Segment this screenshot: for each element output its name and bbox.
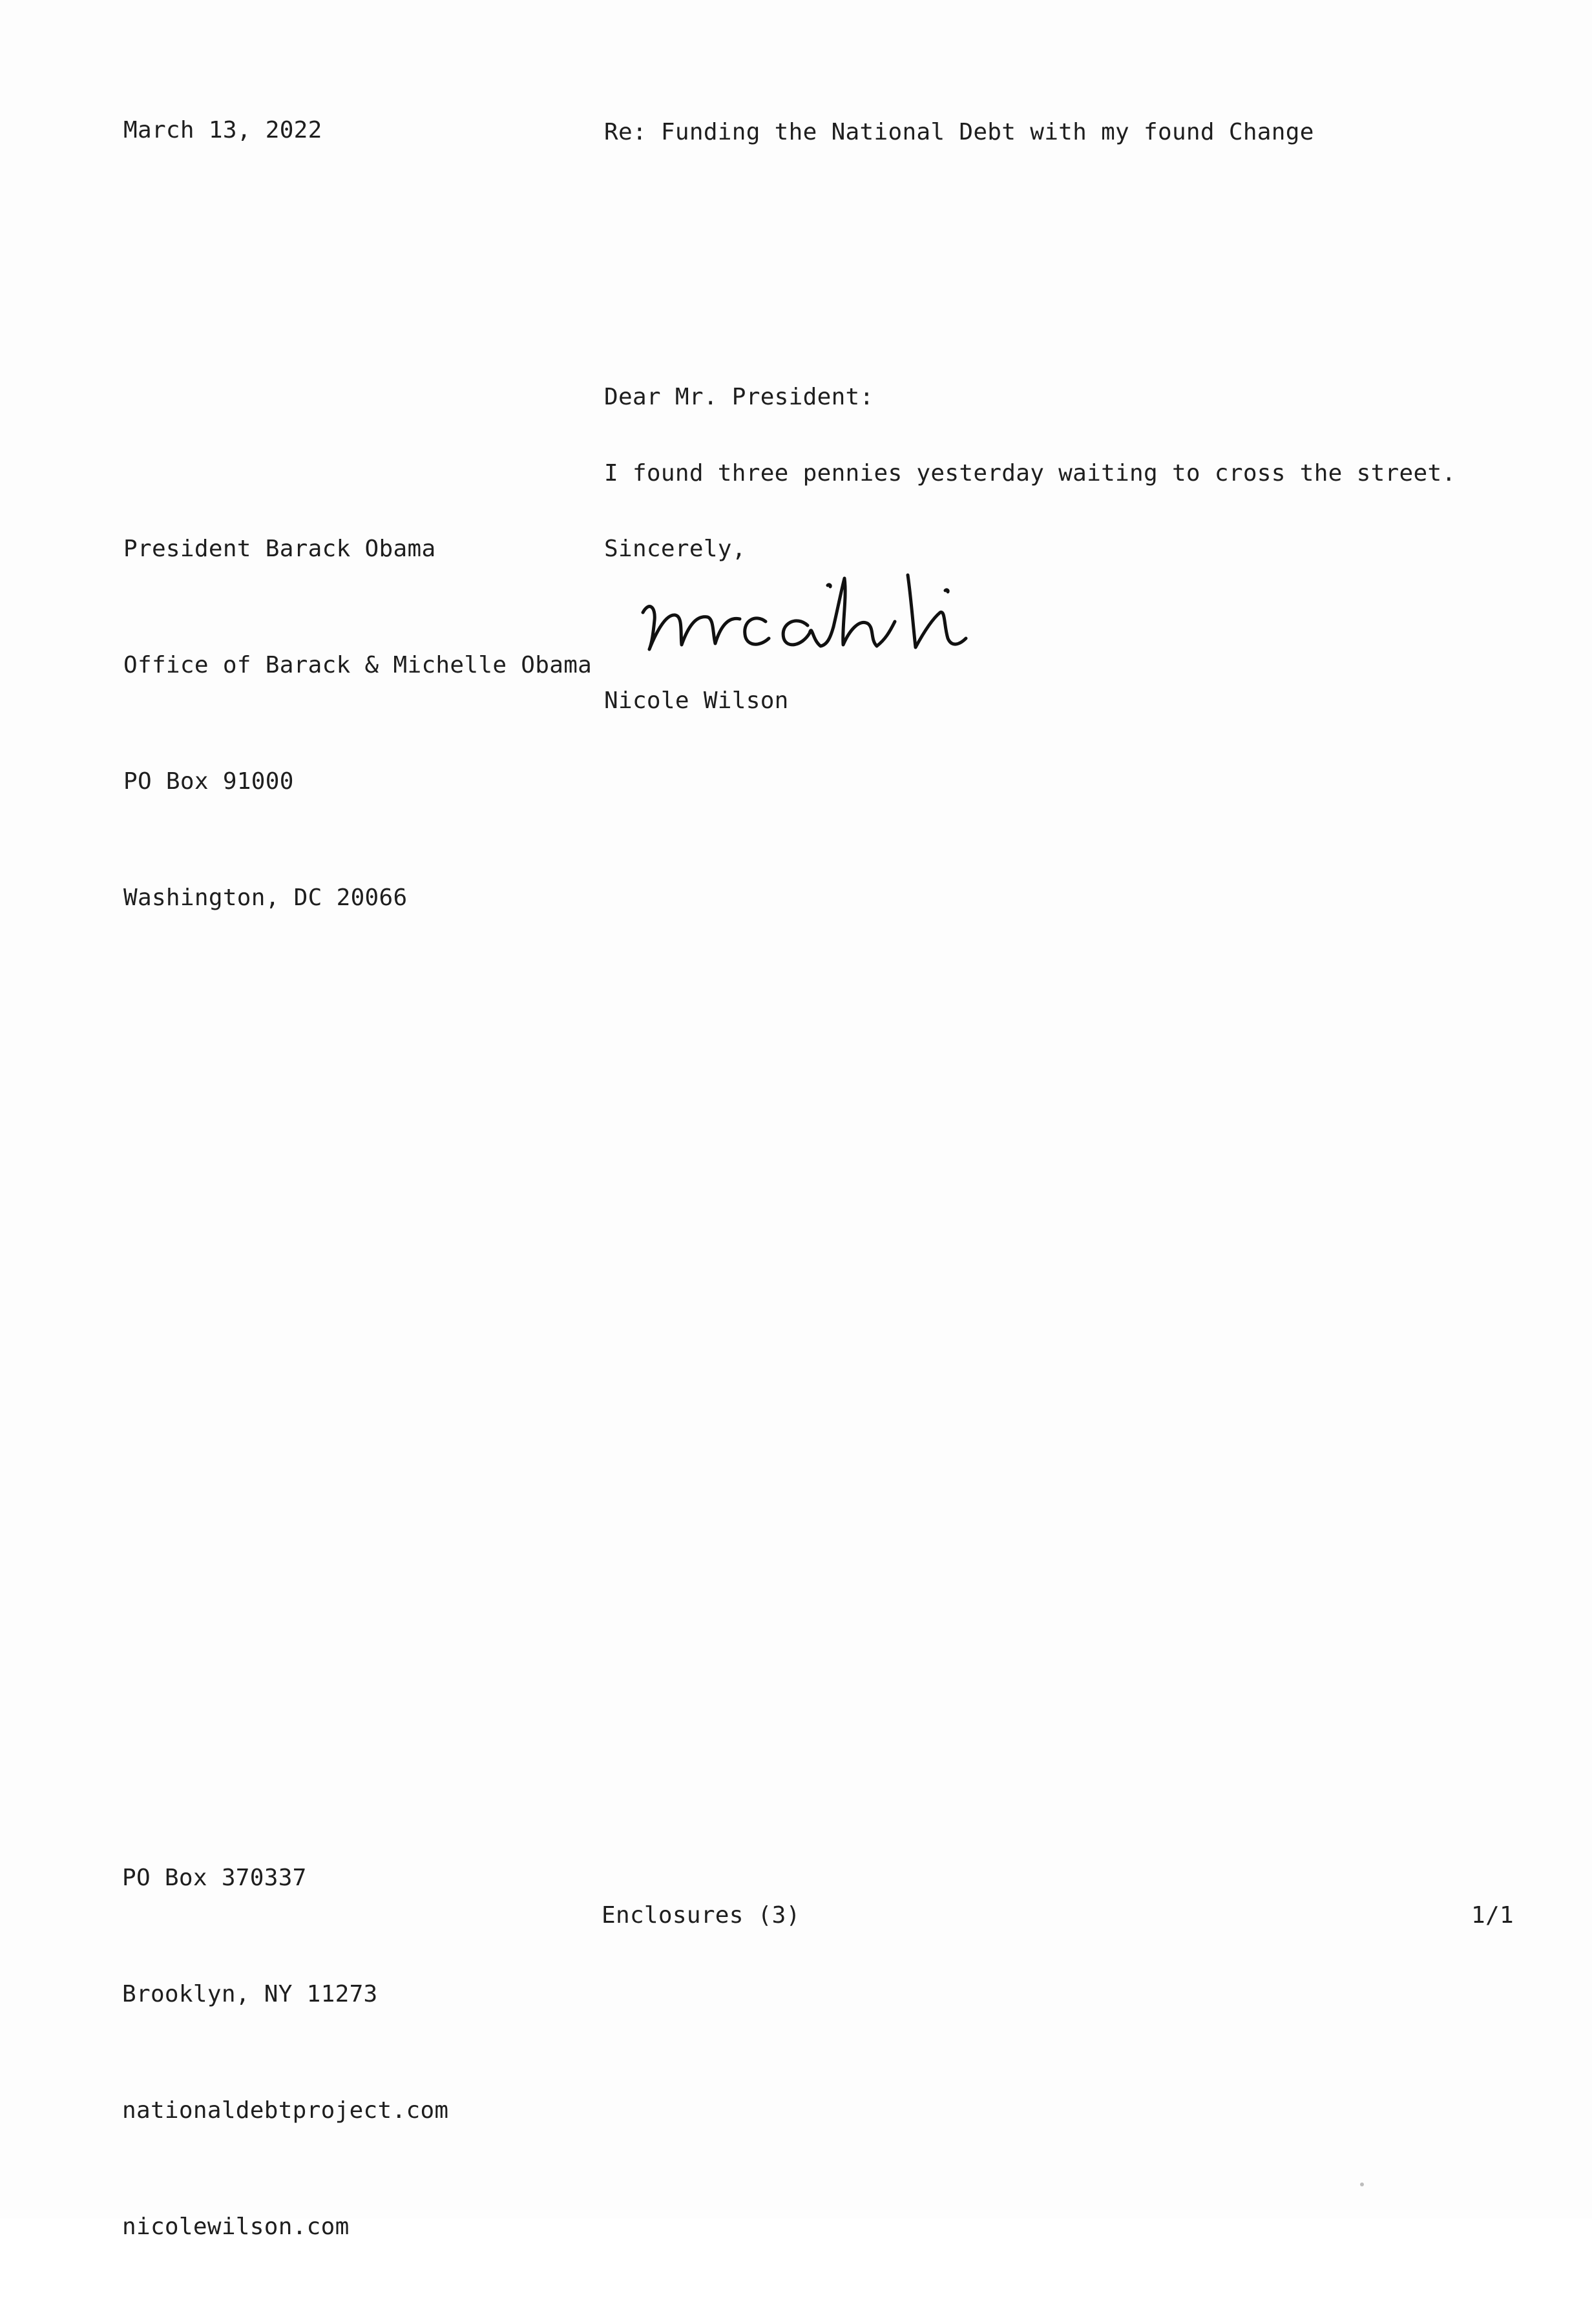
recipient-line: Office of Barack & Michelle Obama	[123, 652, 592, 678]
recipient-line: President Barack Obama	[123, 536, 436, 562]
sender-name: Nicole Wilson	[604, 687, 789, 714]
handwritten-signature	[636, 562, 972, 665]
recipient-line: Washington, DC 20066	[123, 885, 408, 911]
sender-address-line: Brooklyn, NY 11273	[122, 1981, 378, 2007]
letter-body: I found three pennies yesterday waiting to cross the street.	[604, 460, 1456, 487]
sender-website-link[interactable]: nationaldebtproject.com	[122, 2097, 449, 2124]
page-number: 1/1	[1471, 1902, 1514, 1929]
salutation: Dear Mr. President:	[604, 384, 874, 410]
sender-address	[122, 1781, 448, 2324]
recipient-line: PO Box 91000	[123, 768, 294, 795]
letter-date: March 13, 2022	[123, 117, 322, 143]
closing: Sincerely,	[604, 536, 746, 562]
sender-address-line: PO Box 370337	[122, 1865, 307, 1891]
letter-subject: Re: Funding the National Debt with my found Change	[604, 119, 1314, 145]
paper-speck	[1360, 2183, 1364, 2186]
sender-website-link[interactable]: nicolewilson.com	[122, 2214, 350, 2240]
recipient-address	[123, 452, 592, 995]
enclosures-note: Enclosures (3)	[602, 1902, 801, 1929]
